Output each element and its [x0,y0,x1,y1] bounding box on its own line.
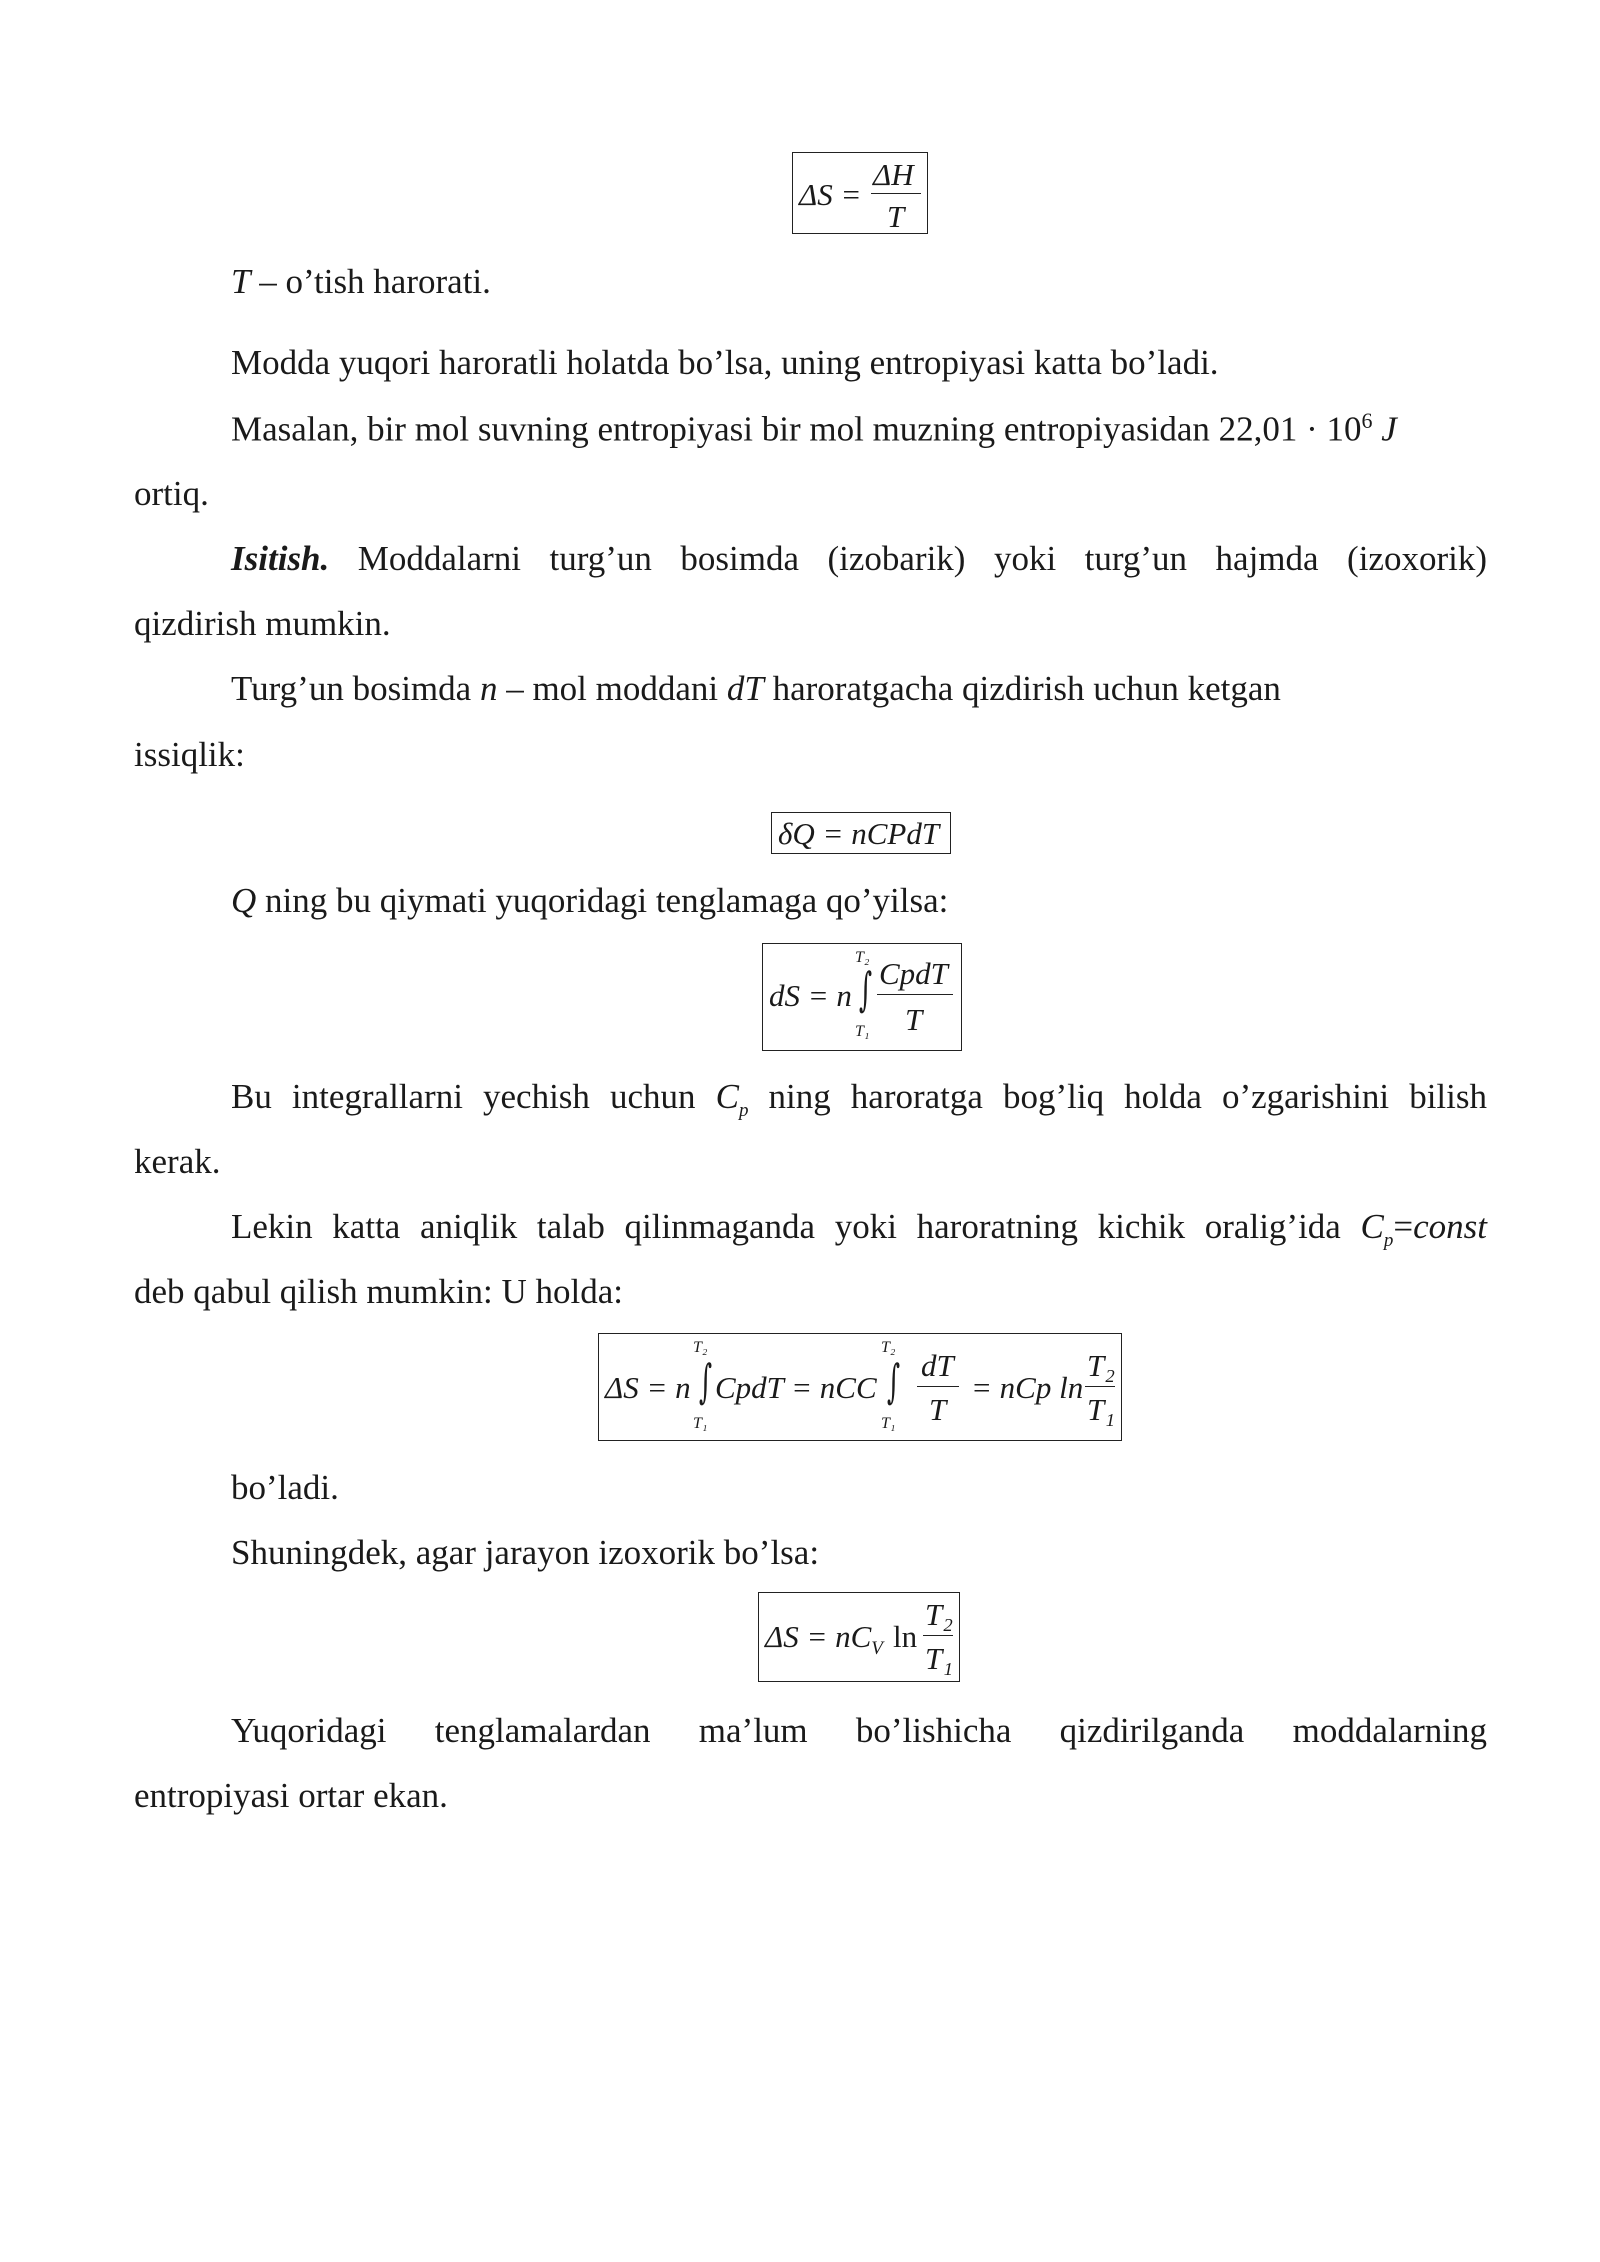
paragraph-conclusion: Yuqoridagi tenglamalardan ma’lum bo’lishicha qizdirilganda moddalarning [231,1711,1487,1750]
paragraph-approximation-cont: deb qabul qilish mumkin: U holda: [134,1272,623,1311]
integral-lower-limit: T₁ [881,1415,896,1432]
var-dT: dT [726,669,764,708]
paragraph-approximation [231,1209,1487,1250]
integral-lower-limit: T₁ [693,1415,708,1432]
subscript-p: p [738,1100,749,1121]
subscript-v: V [871,1638,883,1660]
paragraph-transition-temp [231,264,491,299]
text: ning haroratga bog’liq holda o’zgarishini bilish [748,1077,1487,1116]
formula-text: δQ = nCPdT [778,816,940,851]
paragraph-integrals-cont: kerak. [134,1142,221,1181]
text: – mol moddani [497,669,727,708]
fraction-bar [1085,1386,1115,1387]
fraction-bar [917,1386,959,1387]
fraction-bar [923,1635,953,1636]
fraction-bar [877,994,953,995]
var-C: C [715,1077,739,1116]
integral-sign: ∫ [859,962,873,1016]
formula-lhs [765,1621,883,1658]
integral-sign: ∫ [887,1354,901,1408]
text: – o’tish harorati. [250,262,491,301]
exponent: 6 [1361,408,1373,433]
text: ning bu qiymati yuqoridagi tenglamaga qo’yilsa: [256,881,949,920]
formula-numerator: ΔH [873,157,914,192]
fraction-bar [871,193,921,194]
formula-isobaric-entropy [598,1333,1122,1441]
formula-rhs: = nCp ln [971,1370,1084,1405]
paragraph-conclusion-cont: entropiyasi ortar ekan. [134,1776,448,1815]
integral-upper-limit: T₂ [855,949,870,966]
var-Cp [715,1077,749,1121]
var-C: C [1360,1207,1384,1246]
integral-upper-limit: T₂ [881,1339,896,1356]
var-Q: Q [231,881,257,920]
formula-isochoric-entropy [758,1592,960,1682]
formula-lhs: ΔS = [799,177,862,212]
formula-entropy-transition [792,152,928,234]
fraction-numerator: dT [921,1348,954,1383]
paragraph-heating-cont: qizdirish mumkin. [134,604,391,643]
subscript-p: p [1383,1230,1394,1251]
paragraph-water-ice-cont: ortiq. [134,474,209,513]
paragraph-integrals [231,1079,1487,1120]
text: Moddalarni turg’un bosimda (izobarik) yoki turg’un hajmda (izoxorik) [357,539,1487,578]
formula-heat [771,812,951,854]
paragraph-boladi: bo’ladi. [231,1468,339,1507]
formula-lhs: dS = n [769,978,852,1013]
fraction-denominator: T₁ [925,1641,954,1676]
paragraph-high-temp: Modda yuqori haroratli holatda bo’lsa, uning entropiyasi katta bo’ladi. [231,343,1219,382]
formula-middle: CpdT = nCC [715,1370,877,1405]
text: Lekin katta aniqlik talab qilinmaganda yoki haroratning kichik oralig’ida [231,1207,1361,1246]
unit-J: J [1381,409,1397,449]
paragraph-isochoric: Shuningdek, agar jarayon izoxorik bo’lsa: [231,1533,820,1572]
text: haroratgacha qizdirish uchun ketgan [763,669,1281,708]
text: Bu integrallarni yechish uchun [231,1077,716,1116]
var-T: T [231,262,251,301]
formula-denominator: T [887,199,905,234]
var-n: n [479,669,498,708]
fraction-denominator: T [929,1392,947,1427]
heading-isitish: Isitish. [231,539,330,578]
equals: = [1393,1207,1414,1246]
paragraph-q-substitution [231,883,948,918]
fraction-denominator: T₁ [1087,1392,1116,1427]
lhs-text: ΔS = nC [765,1619,872,1654]
formula-lhs: ΔS = n [605,1370,691,1405]
fraction-numerator: T₂ [1087,1348,1116,1383]
const: const [1413,1207,1487,1246]
formula-numerator: CpdT [879,956,948,991]
fraction-numerator: T₂ [925,1597,954,1632]
integral-lower-limit: T₁ [855,1023,870,1040]
formula-ds-integral [762,943,962,1051]
text: Turg’un bosimda [231,669,480,708]
integral-sign: ∫ [699,1354,713,1408]
ln-operator: ln [893,1619,918,1654]
text: Masalan, bir mol suvning entropiyasi bir mol muzning entropiyasidan 22,01 · 10 [231,409,1362,449]
paragraph-constant-pressure [231,671,1281,706]
paragraph-water-ice [231,410,1397,447]
paragraph-constant-pressure-cont: issiqlik: [134,735,245,774]
paragraph-heating [231,541,1487,576]
formula-denominator: T [905,1002,923,1037]
var-Cp [1360,1207,1394,1251]
integral-upper-limit: T₂ [693,1339,708,1356]
